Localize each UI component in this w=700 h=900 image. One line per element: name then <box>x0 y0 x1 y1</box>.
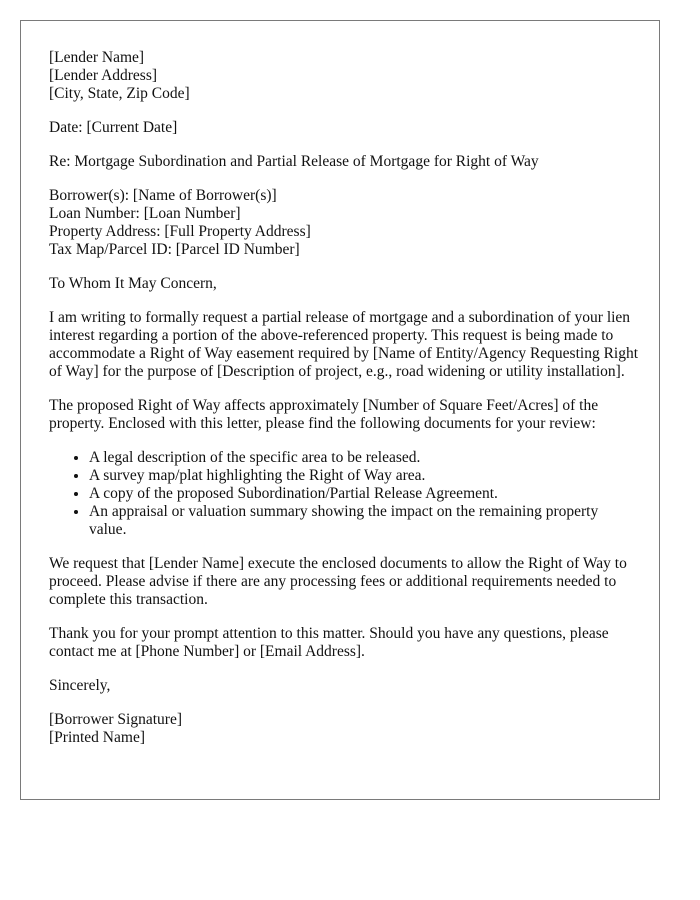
letter-page <box>20 20 660 800</box>
signature-line: [Borrower Signature] <box>49 711 182 728</box>
closing: Sincerely, <box>49 677 111 694</box>
lender-city-state-zip: [City, State, Zip Code] <box>49 85 190 102</box>
salutation: To Whom It May Concern, <box>49 275 217 292</box>
intro-paragraph: I am writing to formally request a partial release of mortgage and a subordination of your lien interest regarding a portion of the above-referenced property. This request is being made to accommodate a Right of Way easement required by [Name of Entity/Agency Requesting Right of Way] for the purpose of [Description of project, e.g., road widening or utility installation]. <box>49 309 639 380</box>
lender-address-block <box>49 49 639 103</box>
signature-block <box>49 711 639 747</box>
borrower-line: Borrower(s): [Name of Borrower(s)] <box>49 187 277 204</box>
list-item: • A legal description of the specific area to be released. <box>89 449 639 467</box>
property-address-line: Property Address: [Full Property Address] <box>49 223 311 240</box>
list-item: • An appraisal or valuation summary showing the impact on the remaining property value. <box>89 503 639 539</box>
date-line: Date: [Current Date] <box>49 119 178 136</box>
loan-number-line: Loan Number: [Loan Number] <box>49 205 241 222</box>
thanks-paragraph: Thank you for your prompt attention to this matter. Should you have any questions, please contact me at [Phone Number] or [Email Address]. <box>49 625 609 660</box>
letter-body <box>49 49 639 763</box>
loan-details-block <box>49 187 639 259</box>
affects-paragraph: The proposed Right of Way affects approximately [Number of Square Feet/Acres] of the property. Enclosed with this letter, please find the following documents for your review: <box>49 397 599 432</box>
parcel-id-line: Tax Map/Parcel ID: [Parcel ID Number] <box>49 241 300 258</box>
enclosed-documents-list <box>49 449 639 539</box>
printed-name: [Printed Name] <box>49 729 145 746</box>
request-paragraph: We request that [Lender Name] execute the enclosed documents to allow the Right of Way to proceed. Please advise if there are any processing fees or additional requirements needed to complete this transaction. <box>49 555 627 608</box>
list-item: • A survey map/plat highlighting the Right of Way area. <box>89 467 639 485</box>
list-item: • A copy of the proposed Subordination/Partial Release Agreement. <box>89 485 639 503</box>
lender-address: [Lender Address] <box>49 67 158 84</box>
lender-name: [Lender Name] <box>49 49 145 66</box>
re-line: Re: Mortgage Subordination and Partial Release of Mortgage for Right of Way <box>49 153 539 170</box>
